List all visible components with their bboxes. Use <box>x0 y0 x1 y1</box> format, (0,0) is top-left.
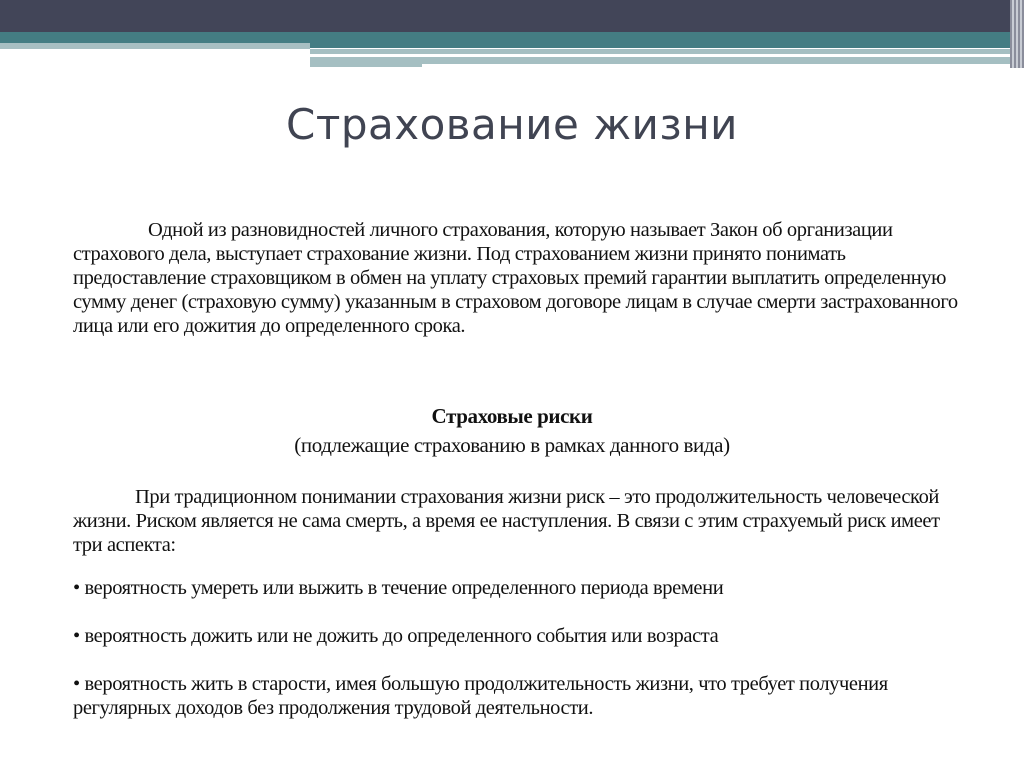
header-gap-2 <box>422 64 1017 68</box>
header-light-stripe <box>0 43 310 49</box>
bullet-item: • вероятность умереть или выжить в течение определенного периода времени <box>73 577 724 599</box>
bullet-item: • вероятность жить в старости, имея большую продолжительность жизни, что требует получения регулярных доходов без продолжения трудовой деятельности. <box>73 673 888 719</box>
subheading-note: (подлежащие страхованию в рамках данного вида) <box>294 433 730 457</box>
intro-paragraph: Одной из разновидностей личного страхования, которую называет Закон об организации страхового дела, выступает страхование жизни. Под страхованием жизни принято понимать предоставление страховщиком в обмен на уплату страховых премий гарантии выплатить определенную сумму денег (страховую сумму) указанным в страховом договоре лицам в случае смерти застрахованного лица или его дожития до определенного срока. <box>73 219 958 337</box>
subheading: Страховые риски <box>431 404 593 428</box>
slide-title: Страхование жизни <box>286 100 738 149</box>
header-dark-band <box>0 0 1024 32</box>
header-edge-lines <box>1010 0 1024 68</box>
bullet-item: • вероятность дожить или не дожить до определенного события или возраста <box>73 625 719 647</box>
risk-paragraph: При традиционном понимании страхования жизни риск – это продолжительность человеческой жизни. Риском является не сама смерть, а время ее наступления. В связи с этим страхуемый риск имеет три аспекта: <box>73 486 940 556</box>
